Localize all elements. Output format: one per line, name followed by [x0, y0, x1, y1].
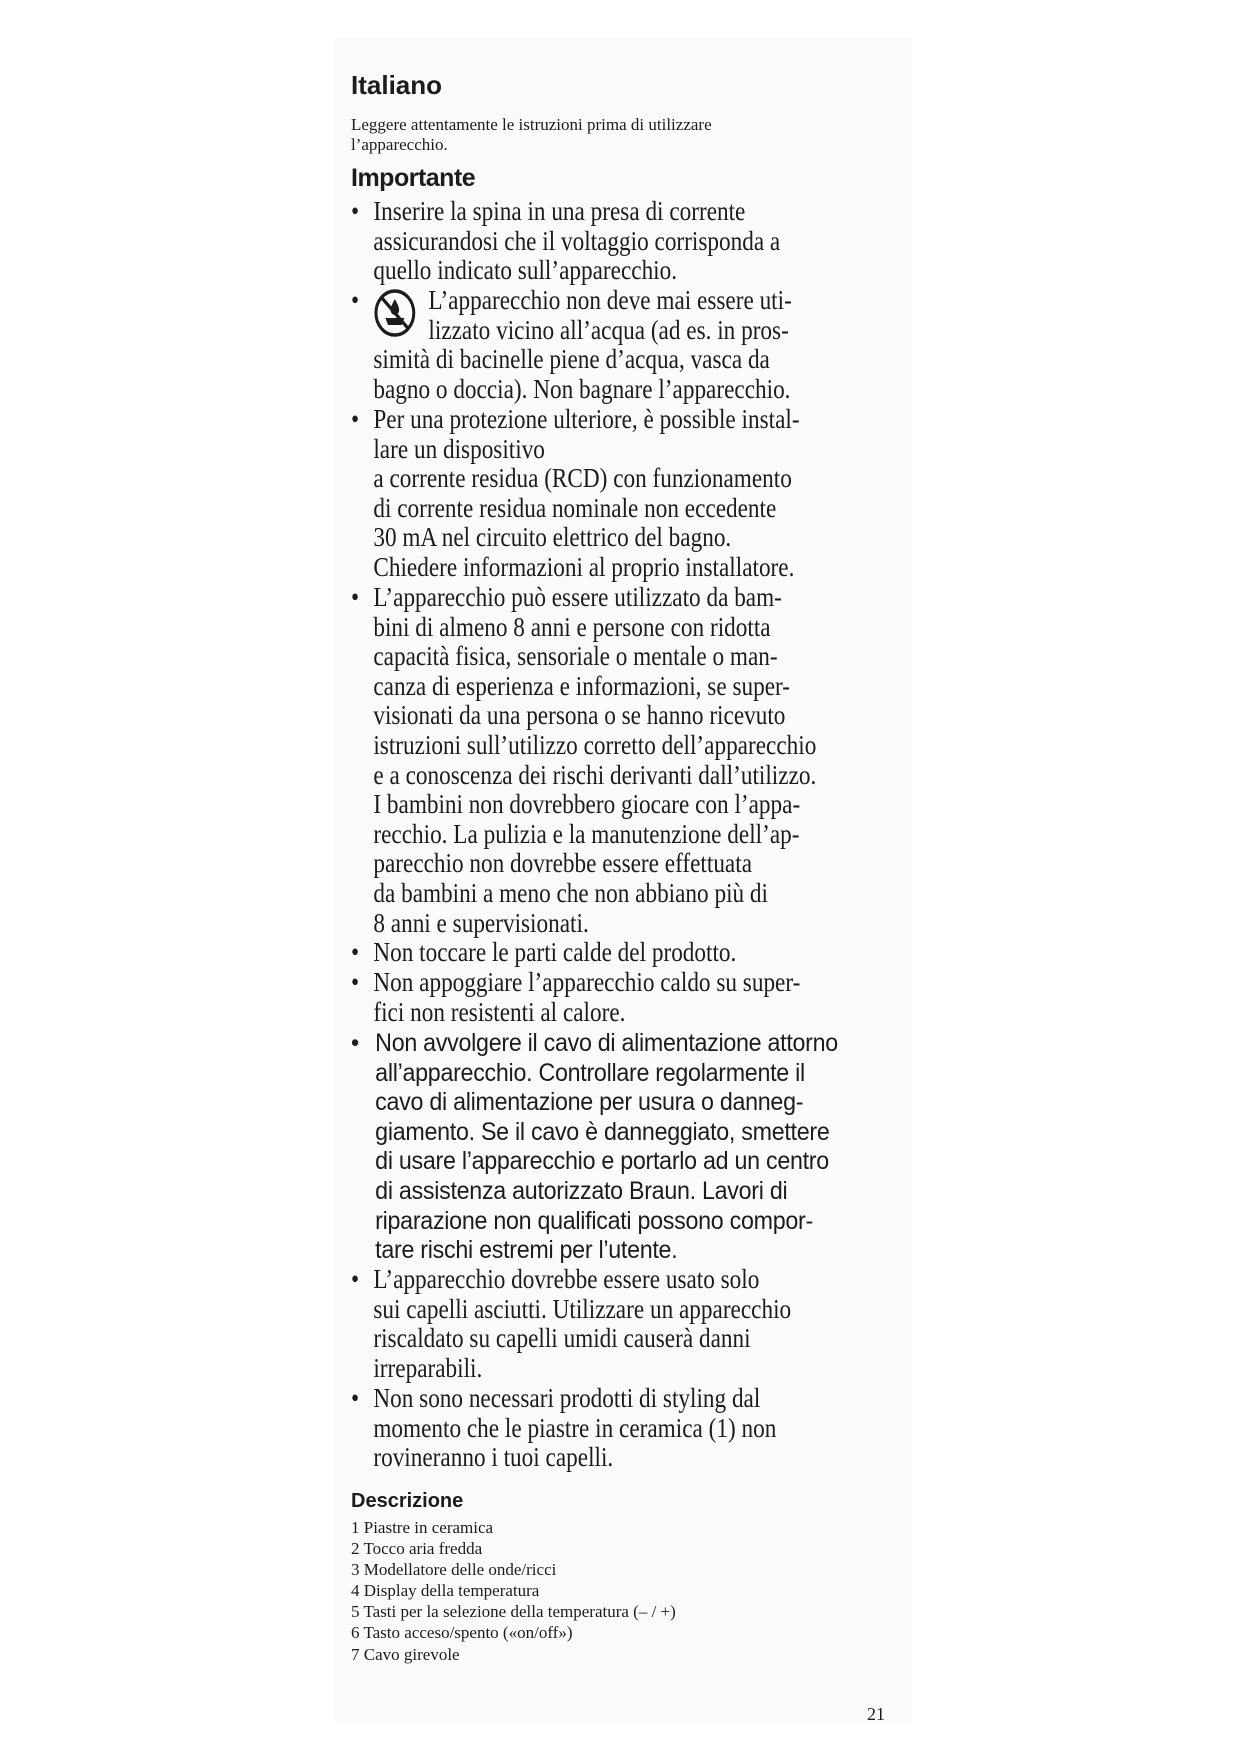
bullet: • — [351, 196, 360, 226]
warning-line: Per una protezione ulteriore, è possible instal- — [373, 404, 800, 434]
warning-line: e a conoscenza dei rischi derivanti dall’utilizzo. — [373, 759, 817, 790]
bullet: • — [351, 1383, 360, 1413]
warning-line: Chiedere informazioni al proprio installatore. — [373, 551, 795, 582]
warning-line: momento che le piastre in ceramica (1) non — [373, 1412, 777, 1443]
bullet: • — [351, 937, 360, 967]
warning-line: di usare l’apparecchio e portarlo ad un centro — [375, 1147, 829, 1176]
warning-line: irreparabili. — [373, 1352, 483, 1383]
warning-line: rovineranno i tuoi capelli. — [373, 1442, 614, 1473]
warning-line: sui capelli asciutti. Utilizzare un apparecchio — [373, 1293, 792, 1324]
warning-line: cavo di alimentazione per usura o danneg- — [375, 1088, 804, 1117]
warning-line: Inserire la spina in una presa di corrente — [373, 196, 746, 226]
description-item: 4 Display della temperatura — [351, 1581, 540, 1601]
description-item: 7 Cavo girevole — [351, 1644, 460, 1664]
warning-line: di corrente residua nominale non eccedente — [373, 492, 777, 523]
warning-line: all’apparecchio. Controllare regolarmente il — [375, 1058, 805, 1087]
intro-line: Leggere attentamente le istruzioni prima di utilizzare — [351, 115, 712, 134]
warning-line: Non toccare le parti calde del prodotto. — [373, 937, 737, 967]
bullet: • — [351, 582, 360, 612]
warning-line: assicurandosi che il voltaggio corrisponda a — [373, 225, 781, 256]
warning-line: quello indicato sull’apparecchio. — [373, 255, 678, 286]
description-list — [351, 1517, 676, 1665]
warning-line: tare rischi estremi per l’utente. — [375, 1236, 678, 1265]
warning-line: simità di bacinelle piene d’acqua, vasca da — [373, 344, 770, 375]
warning-line: di assistenza autorizzato Braun. Lavori di — [375, 1176, 788, 1205]
page-number: 21 — [867, 1704, 885, 1724]
warning-line: fici non resistenti al calore. — [373, 996, 626, 1027]
bullet: • — [351, 1264, 360, 1294]
important-title: Importante — [351, 164, 476, 192]
warning-line: recchio. La pulizia e la manutenzione dell’ap- — [373, 818, 800, 849]
warning-line: bagno o doccia). Non bagnare l’apparecchio. — [373, 373, 791, 404]
description-item: 1 Piastre in ceramica — [351, 1518, 494, 1537]
warning-line: L’apparecchio dovrebbe essere usato solo — [373, 1264, 760, 1294]
bullet: • — [351, 285, 360, 315]
bullet: • — [351, 1029, 359, 1057]
description-item: 2 Tocco aria fredda — [351, 1539, 483, 1559]
warning-line: capacità fisica, sensoriale o mentale o man- — [373, 641, 778, 672]
description-item: 5 Tasti per la selezione della temperatura (– / +) — [351, 1602, 676, 1622]
warning-line: parecchio non dovrebbe essere effettuata — [373, 848, 753, 879]
description-item: 6 Tasto acceso/spento («on/off») — [351, 1623, 573, 1643]
warning-line: riscaldato su capelli umidi causerà danni — [373, 1323, 751, 1354]
warning-line: 8 anni e supervisionati. — [373, 907, 589, 938]
warning-line: 30 mA nel circuito elettrico del bagno. — [373, 522, 732, 553]
language-title: Italiano — [351, 70, 443, 100]
warning-line: da bambini a meno che non abbiano più di — [373, 877, 769, 908]
warning-line: L’apparecchio non deve mai essere uti- — [428, 285, 792, 315]
intro-text — [351, 115, 811, 155]
warning-line: Non sono necessari prodotti di styling dal — [373, 1383, 761, 1413]
warning-line: canza di esperienza e informazioni, se super- — [373, 670, 791, 701]
warning-line: visionati da una persona o se hanno ricevuto — [373, 700, 786, 731]
warning-line: istruzioni sull’utilizzo corretto dell’apparecchio — [373, 729, 817, 760]
warning-line: giamento. Se il cavo è danneggiato, smettere — [375, 1117, 830, 1146]
warning-line: a corrente residua (RCD) con funzionamento — [373, 463, 792, 494]
description-title: Descrizione — [351, 1490, 464, 1512]
description-item: 3 Modellatore delle onde/ricci — [351, 1560, 557, 1580]
intro-line: l’apparecchio. — [351, 135, 448, 154]
bullet: • — [351, 404, 360, 434]
warning-line: I bambini non dovrebbero giocare con l’appa- — [373, 789, 801, 820]
warning-line: L’apparecchio può essere utilizzato da bam- — [373, 582, 782, 612]
warning-line: riparazione non qualificati possono compor- — [375, 1206, 813, 1235]
warning-line: bini di almeno 8 anni e persone con ridotta — [373, 611, 771, 642]
no-water-icon — [373, 288, 416, 338]
warning-line: lizzato vicino all’acqua (ad es. in pros- — [428, 314, 789, 345]
warning-line: lare un dispositivo — [373, 433, 545, 464]
warning-line: Non avvolgere il cavo di alimentazione attorno — [375, 1029, 838, 1057]
bullet: • — [351, 967, 360, 997]
warning-line: Non appoggiare l’apparecchio caldo su super- — [373, 967, 801, 997]
